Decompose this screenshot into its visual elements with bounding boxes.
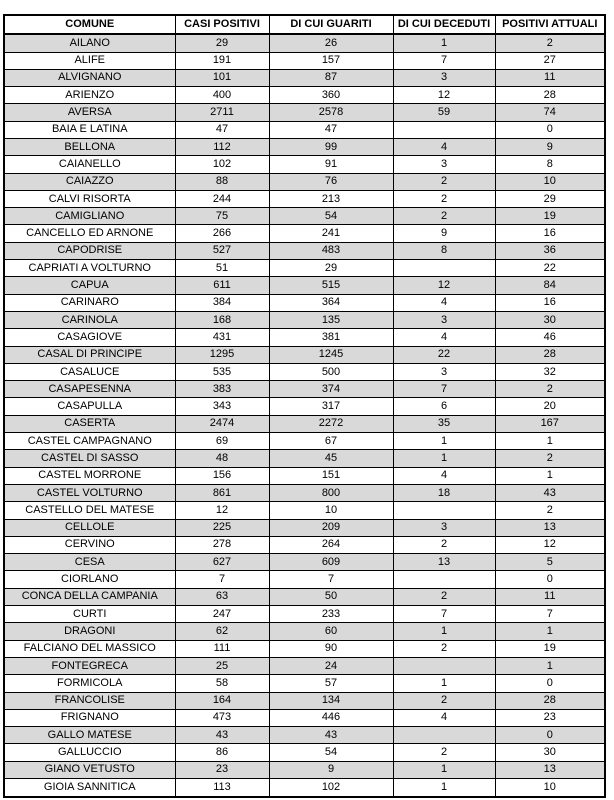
value-cell: 16: [495, 294, 605, 311]
value-cell: 12: [393, 277, 495, 294]
value-cell: 446: [269, 709, 393, 726]
value-cell: [393, 657, 495, 674]
comuni-covid-table: [3, 14, 606, 798]
value-cell: 75: [175, 208, 269, 225]
value-cell: 1: [495, 623, 605, 640]
comune-cell: CASTEL MORRONE: [4, 467, 175, 484]
value-cell: 1: [495, 657, 605, 674]
table-row: [4, 606, 605, 623]
table-row: [4, 52, 605, 69]
value-cell: 54: [269, 744, 393, 761]
value-cell: 84: [495, 277, 605, 294]
value-cell: 4: [393, 139, 495, 156]
value-cell: 24: [269, 657, 393, 674]
table-row: [4, 433, 605, 450]
value-cell: 22: [393, 346, 495, 363]
value-cell: 374: [269, 381, 393, 398]
value-cell: 7: [393, 52, 495, 69]
value-cell: 515: [269, 277, 393, 294]
value-cell: 134: [269, 692, 393, 709]
value-cell: 45: [269, 450, 393, 467]
comune-cell: CURTI: [4, 606, 175, 623]
value-cell: 360: [269, 87, 393, 104]
comune-cell: AILANO: [4, 34, 175, 52]
value-cell: 0: [495, 571, 605, 588]
value-cell: 13: [495, 519, 605, 536]
comune-cell: CASAPESENNA: [4, 381, 175, 398]
table-row: [4, 69, 605, 86]
value-cell: 36: [495, 242, 605, 259]
value-cell: 213: [269, 190, 393, 207]
value-cell: 58: [175, 675, 269, 692]
table-row: [4, 260, 605, 277]
value-cell: 2: [393, 640, 495, 657]
value-cell: 278: [175, 536, 269, 553]
value-cell: 50: [269, 588, 393, 605]
comune-cell: DRAGONI: [4, 623, 175, 640]
value-cell: 9: [393, 225, 495, 242]
table-row: [4, 536, 605, 553]
value-cell: 12: [393, 87, 495, 104]
comune-cell: BAIA E LATINA: [4, 121, 175, 138]
value-cell: 86: [175, 744, 269, 761]
table-row: [4, 208, 605, 225]
table-row: [4, 415, 605, 432]
table-row: [4, 519, 605, 536]
comune-cell: ARIENZO: [4, 87, 175, 104]
value-cell: 2578: [269, 104, 393, 121]
value-cell: 54: [269, 208, 393, 225]
column-header-comune: COMUNE: [4, 15, 175, 34]
table-row: [4, 554, 605, 571]
value-cell: 4: [393, 329, 495, 346]
value-cell: 2711: [175, 104, 269, 121]
table-row: [4, 467, 605, 484]
value-cell: 3: [393, 519, 495, 536]
comune-cell: FRANCOLISE: [4, 692, 175, 709]
comune-cell: FRIGNANO: [4, 709, 175, 726]
value-cell: 168: [175, 311, 269, 328]
value-cell: [393, 571, 495, 588]
value-cell: 10: [269, 502, 393, 519]
value-cell: 35: [393, 415, 495, 432]
value-cell: 9: [269, 761, 393, 778]
value-cell: 500: [269, 363, 393, 380]
comune-cell: CASTELLO DEL MATESE: [4, 502, 175, 519]
value-cell: 28: [495, 692, 605, 709]
table-row: [4, 709, 605, 726]
value-cell: 861: [175, 484, 269, 501]
table-row: [4, 277, 605, 294]
value-cell: 8: [393, 242, 495, 259]
value-cell: 91: [269, 156, 393, 173]
table-body: [4, 34, 605, 797]
value-cell: 384: [175, 294, 269, 311]
comune-cell: GALLUCCIO: [4, 744, 175, 761]
value-cell: 2: [495, 34, 605, 52]
table-row: [4, 381, 605, 398]
table-row: [4, 190, 605, 207]
table-row: [4, 87, 605, 104]
value-cell: 32: [495, 363, 605, 380]
comune-cell: CASTEL DI SASSO: [4, 450, 175, 467]
value-cell: 8: [495, 156, 605, 173]
value-cell: 609: [269, 554, 393, 571]
table-row: [4, 346, 605, 363]
table-row: [4, 363, 605, 380]
value-cell: 2: [393, 173, 495, 190]
value-cell: 1: [495, 433, 605, 450]
value-cell: 23: [495, 709, 605, 726]
value-cell: 0: [495, 121, 605, 138]
value-cell: 2: [393, 190, 495, 207]
value-cell: 87: [269, 69, 393, 86]
comune-cell: CAMIGLIANO: [4, 208, 175, 225]
value-cell: 2: [393, 208, 495, 225]
value-cell: [393, 260, 495, 277]
column-header-casi-positivi: CASI POSITIVI: [175, 15, 269, 34]
value-cell: [393, 727, 495, 744]
value-cell: 431: [175, 329, 269, 346]
value-cell: 113: [175, 778, 269, 797]
table-row: [4, 778, 605, 797]
comune-cell: CARINARO: [4, 294, 175, 311]
table-row: [4, 104, 605, 121]
value-cell: 16: [495, 225, 605, 242]
value-cell: 9: [495, 139, 605, 156]
value-cell: 62: [175, 623, 269, 640]
value-cell: 2474: [175, 415, 269, 432]
value-cell: 60: [269, 623, 393, 640]
comune-cell: CIORLANO: [4, 571, 175, 588]
value-cell: 43: [495, 484, 605, 501]
value-cell: 10: [495, 173, 605, 190]
comune-cell: ALIFE: [4, 52, 175, 69]
value-cell: 151: [269, 467, 393, 484]
comune-cell: BELLONA: [4, 139, 175, 156]
value-cell: [393, 502, 495, 519]
value-cell: 43: [269, 727, 393, 744]
table-header-row: [4, 15, 605, 34]
table-header: [4, 15, 605, 34]
table-row: [4, 242, 605, 259]
value-cell: 2: [393, 744, 495, 761]
value-cell: 5: [495, 554, 605, 571]
value-cell: 1245: [269, 346, 393, 363]
value-cell: 164: [175, 692, 269, 709]
value-cell: 3: [393, 156, 495, 173]
table-row: [4, 484, 605, 501]
comune-cell: CAPODRISE: [4, 242, 175, 259]
value-cell: 27: [495, 52, 605, 69]
comune-cell: CASERTA: [4, 415, 175, 432]
value-cell: 4: [393, 709, 495, 726]
comune-cell: CANCELLO ED ARNONE: [4, 225, 175, 242]
value-cell: 167: [495, 415, 605, 432]
comune-cell: CALVI RISORTA: [4, 190, 175, 207]
value-cell: 2: [393, 588, 495, 605]
value-cell: 264: [269, 536, 393, 553]
value-cell: 266: [175, 225, 269, 242]
comune-cell: CASALUCE: [4, 363, 175, 380]
column-header-di-cui-guariti: DI CUI GUARITI: [269, 15, 393, 34]
value-cell: 57: [269, 675, 393, 692]
value-cell: 47: [175, 121, 269, 138]
value-cell: 30: [495, 311, 605, 328]
comune-cell: AVERSA: [4, 104, 175, 121]
comune-cell: CONCA DELLA CAMPANIA: [4, 588, 175, 605]
value-cell: 102: [175, 156, 269, 173]
comune-cell: FORMICOLA: [4, 675, 175, 692]
value-cell: 383: [175, 381, 269, 398]
value-cell: 47: [269, 121, 393, 138]
comune-cell: CASAPULLA: [4, 398, 175, 415]
value-cell: 2: [393, 536, 495, 553]
value-cell: 364: [269, 294, 393, 311]
value-cell: 1: [393, 778, 495, 797]
value-cell: 7: [393, 381, 495, 398]
comune-cell: CESA: [4, 554, 175, 571]
value-cell: 29: [495, 190, 605, 207]
value-cell: 1: [393, 34, 495, 52]
value-cell: 19: [495, 640, 605, 657]
comune-cell: CASAGIOVE: [4, 329, 175, 346]
value-cell: 99: [269, 139, 393, 156]
comune-cell: CAPRIATI A VOLTURNO: [4, 260, 175, 277]
table-row: [4, 121, 605, 138]
value-cell: 13: [495, 761, 605, 778]
value-cell: 2: [495, 502, 605, 519]
table-row: [4, 571, 605, 588]
value-cell: 800: [269, 484, 393, 501]
value-cell: 0: [495, 675, 605, 692]
value-cell: 102: [269, 778, 393, 797]
value-cell: 11: [495, 588, 605, 605]
comune-cell: FALCIANO DEL MASSICO: [4, 640, 175, 657]
value-cell: 112: [175, 139, 269, 156]
value-cell: 157: [269, 52, 393, 69]
value-cell: 18: [393, 484, 495, 501]
value-cell: 69: [175, 433, 269, 450]
comune-cell: FONTEGRECA: [4, 657, 175, 674]
table-row: [4, 502, 605, 519]
value-cell: 611: [175, 277, 269, 294]
column-header-positivi-attuali: POSITIVI ATTUALI: [495, 15, 605, 34]
table-row: [4, 675, 605, 692]
value-cell: 381: [269, 329, 393, 346]
value-cell: 1295: [175, 346, 269, 363]
value-cell: 527: [175, 242, 269, 259]
table-row: [4, 692, 605, 709]
value-cell: 1: [393, 623, 495, 640]
value-cell: 156: [175, 467, 269, 484]
value-cell: 535: [175, 363, 269, 380]
table-row: [4, 623, 605, 640]
value-cell: 1: [393, 675, 495, 692]
table-row: [4, 657, 605, 674]
value-cell: 74: [495, 104, 605, 121]
value-cell: 51: [175, 260, 269, 277]
value-cell: [393, 121, 495, 138]
value-cell: 7: [175, 571, 269, 588]
value-cell: 247: [175, 606, 269, 623]
value-cell: 76: [269, 173, 393, 190]
value-cell: 29: [269, 260, 393, 277]
value-cell: 1: [495, 467, 605, 484]
value-cell: 101: [175, 69, 269, 86]
value-cell: 627: [175, 554, 269, 571]
value-cell: 400: [175, 87, 269, 104]
value-cell: 7: [495, 606, 605, 623]
table-row: [4, 329, 605, 346]
table-row: [4, 727, 605, 744]
table-row: [4, 640, 605, 657]
value-cell: 191: [175, 52, 269, 69]
table-row: [4, 398, 605, 415]
value-cell: 3: [393, 311, 495, 328]
value-cell: 2: [495, 450, 605, 467]
table-row: [4, 311, 605, 328]
value-cell: 23: [175, 761, 269, 778]
value-cell: 1: [393, 450, 495, 467]
comune-cell: GIOIA SANNITICA: [4, 778, 175, 797]
value-cell: 225: [175, 519, 269, 536]
comune-cell: GALLO MATESE: [4, 727, 175, 744]
comune-cell: CAPUA: [4, 277, 175, 294]
value-cell: 30: [495, 744, 605, 761]
value-cell: 343: [175, 398, 269, 415]
comune-cell: CERVINO: [4, 536, 175, 553]
comune-cell: CAIANELLO: [4, 156, 175, 173]
comune-cell: CASTEL CAMPAGNANO: [4, 433, 175, 450]
value-cell: 1: [393, 433, 495, 450]
value-cell: 48: [175, 450, 269, 467]
comune-cell: CELLOLE: [4, 519, 175, 536]
value-cell: 6: [393, 398, 495, 415]
value-cell: 3: [393, 69, 495, 86]
table-row: [4, 34, 605, 52]
value-cell: 29: [175, 34, 269, 52]
value-cell: 12: [495, 536, 605, 553]
value-cell: 2272: [269, 415, 393, 432]
value-cell: 28: [495, 87, 605, 104]
value-cell: 4: [393, 467, 495, 484]
value-cell: 7: [269, 571, 393, 588]
value-cell: 88: [175, 173, 269, 190]
value-cell: 0: [495, 727, 605, 744]
value-cell: 46: [495, 329, 605, 346]
value-cell: 244: [175, 190, 269, 207]
table-row: [4, 294, 605, 311]
value-cell: 7: [393, 606, 495, 623]
table-row: [4, 173, 605, 190]
value-cell: 2: [393, 692, 495, 709]
value-cell: 317: [269, 398, 393, 415]
value-cell: 111: [175, 640, 269, 657]
column-header-di-cui-deceduti: DI CUI DECEDUTI: [393, 15, 495, 34]
value-cell: 1: [393, 761, 495, 778]
value-cell: 59: [393, 104, 495, 121]
value-cell: 135: [269, 311, 393, 328]
table-row: [4, 588, 605, 605]
value-cell: 63: [175, 588, 269, 605]
value-cell: 233: [269, 606, 393, 623]
value-cell: 473: [175, 709, 269, 726]
comune-cell: ALVIGNANO: [4, 69, 175, 86]
comune-cell: CASAL DI PRINCIPE: [4, 346, 175, 363]
value-cell: 2: [495, 381, 605, 398]
value-cell: 22: [495, 260, 605, 277]
value-cell: 20: [495, 398, 605, 415]
value-cell: 43: [175, 727, 269, 744]
table-row: [4, 139, 605, 156]
table-row: [4, 744, 605, 761]
value-cell: 19: [495, 208, 605, 225]
table-row: [4, 156, 605, 173]
value-cell: 10: [495, 778, 605, 797]
value-cell: 67: [269, 433, 393, 450]
value-cell: 4: [393, 294, 495, 311]
value-cell: 25: [175, 657, 269, 674]
comune-cell: CASTEL VOLTURNO: [4, 484, 175, 501]
table-row: [4, 225, 605, 242]
table-row: [4, 450, 605, 467]
value-cell: 11: [495, 69, 605, 86]
value-cell: 13: [393, 554, 495, 571]
value-cell: 28: [495, 346, 605, 363]
comune-cell: GIANO VETUSTO: [4, 761, 175, 778]
value-cell: 483: [269, 242, 393, 259]
value-cell: 3: [393, 363, 495, 380]
value-cell: 241: [269, 225, 393, 242]
comune-cell: CARINOLA: [4, 311, 175, 328]
value-cell: 209: [269, 519, 393, 536]
value-cell: 90: [269, 640, 393, 657]
value-cell: 12: [175, 502, 269, 519]
value-cell: 26: [269, 34, 393, 52]
table-row: [4, 761, 605, 778]
comune-cell: CAIAZZO: [4, 173, 175, 190]
